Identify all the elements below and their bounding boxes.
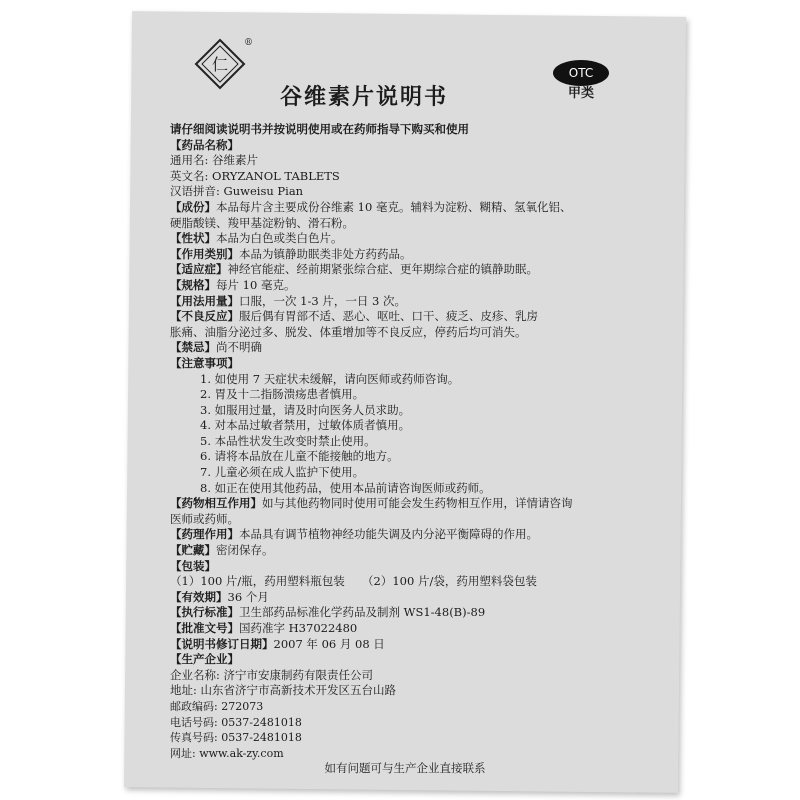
svg-text:仁: 仁: [211, 55, 229, 74]
precaution-item: 3. 如服用过量，请及时向医务人员求助。: [200, 402, 411, 417]
indication-line: 【适应症】神经官能症、经前期紧张综合症、更年期综合症的镇静助眠。: [170, 262, 538, 277]
company-name: 企业名称: 济宁市安康制药有限责任公司: [170, 667, 374, 682]
precaution-item: 7. 儿童必须在成人监护下使用。: [200, 465, 365, 480]
interaction-line-1: 【药物相互作用】如与其他药物同时使用可能会发生药物相互作用，详情请咨询: [170, 496, 573, 511]
approval-line: 【批准文号】国药准字 H37022480: [170, 621, 358, 635]
package-label: 【包装】: [170, 558, 216, 573]
interaction-line-2: 医师或药师。: [170, 511, 239, 526]
character-line: 【性状】本品为白色或类白色片。: [170, 231, 343, 246]
company-address: 地址: 山东省济宁市高新技术开发区五台山路: [170, 683, 397, 698]
precaution-item: 6. 请将本品放在儿童不能接触的地方。: [200, 449, 399, 464]
validity-line: 【有效期】36 个月: [170, 589, 269, 604]
website: 网址: www.ak-zy.com: [170, 746, 284, 760]
usage-line: 【用法用量】口服，一次 1-3 片，一日 3 次。: [170, 293, 406, 308]
otc-badge: OTC: [553, 60, 609, 86]
revision-line: 【说明书修订日期】2007 年 06 月 08 日: [170, 636, 385, 651]
adverse-line-2: 胀痛、油脂分泌过多、脱发、体重增加等不良反应，停药后均可消失。: [170, 324, 527, 339]
package-line: （1）100 片/瓶，药用塑料瓶包装 （2）100 片/袋，药用塑料袋包装: [170, 574, 537, 589]
footer-contact-note: 如有问题可与生产企业直接联系: [324, 761, 486, 776]
company-logo-icon: [194, 38, 246, 90]
spec-line: 【规格】每片 10 毫克。: [170, 277, 296, 292]
contra-line: 【禁忌】尚不明确: [170, 340, 262, 355]
precaution-item: 5. 本品性状发生改变时禁止使用。: [200, 433, 376, 448]
composition-line-2: 硬脂酸镁、羧甲基淀粉钠、滑石粉。: [170, 215, 354, 230]
pinyin-name: 汉语拼音: Guweisu Pian: [170, 184, 304, 199]
registered-mark: ®: [244, 38, 253, 48]
composition-line-1: 【成份】本品每片含主要成份谷维素 10 毫克。辅料为淀粉、糊精、氢氧化铝、: [170, 199, 572, 214]
precaution-item: 1. 如使用 7 天症状未缓解，请向医师或药师咨询。: [200, 371, 460, 386]
precautions-label: 【注意事项】: [170, 355, 239, 370]
storage-line: 【贮藏】密闭保存。: [170, 543, 274, 558]
page-title: 谷维素片说明书: [280, 84, 449, 110]
postcode: 邮政编码: 272073: [170, 699, 264, 713]
precaution-item: 4. 对本品过敏者禁用，过敏体质者慎用。: [200, 418, 411, 433]
english-name: 英文名: ORYZANOL TABLETS: [170, 168, 340, 183]
precaution-item: 2. 胃及十二指肠溃疡患者慎用。: [200, 387, 365, 402]
drug-name-label: 【药品名称】: [170, 137, 239, 152]
otc-class-label: 甲类: [568, 86, 595, 101]
standard-line: 【执行标准】卫生部药品标准化学药品及制剂 WS1-48(B)-89: [170, 605, 486, 620]
fax-number: 传真号码: 0537-2481018: [170, 731, 302, 745]
manufacturer-label: 【生产企业】: [170, 652, 239, 667]
category-line: 【作用类别】本品为镇静助眠类非处方药药品。: [170, 246, 412, 261]
leaflet-body: [170, 122, 670, 777]
generic-name: 通用名: 谷维素片: [170, 153, 259, 168]
precaution-item: 8. 如正在使用其他药品，使用本品前请咨询医师或药师。: [200, 480, 491, 495]
adverse-line-1: 【不良反应】服后偶有胃部不适、恶心、呕吐、口干、疲乏、皮疹、乳房: [170, 309, 538, 324]
pharm-line: 【药理作用】本品具有调节植物神经功能失调及内分泌平衡障碍的作用。: [170, 527, 538, 542]
phone-number: 电话号码: 0537-2481018: [170, 715, 302, 729]
read-notice: 请仔细阅读说明书并按说明使用或在药师指导下购买和使用: [170, 122, 469, 136]
